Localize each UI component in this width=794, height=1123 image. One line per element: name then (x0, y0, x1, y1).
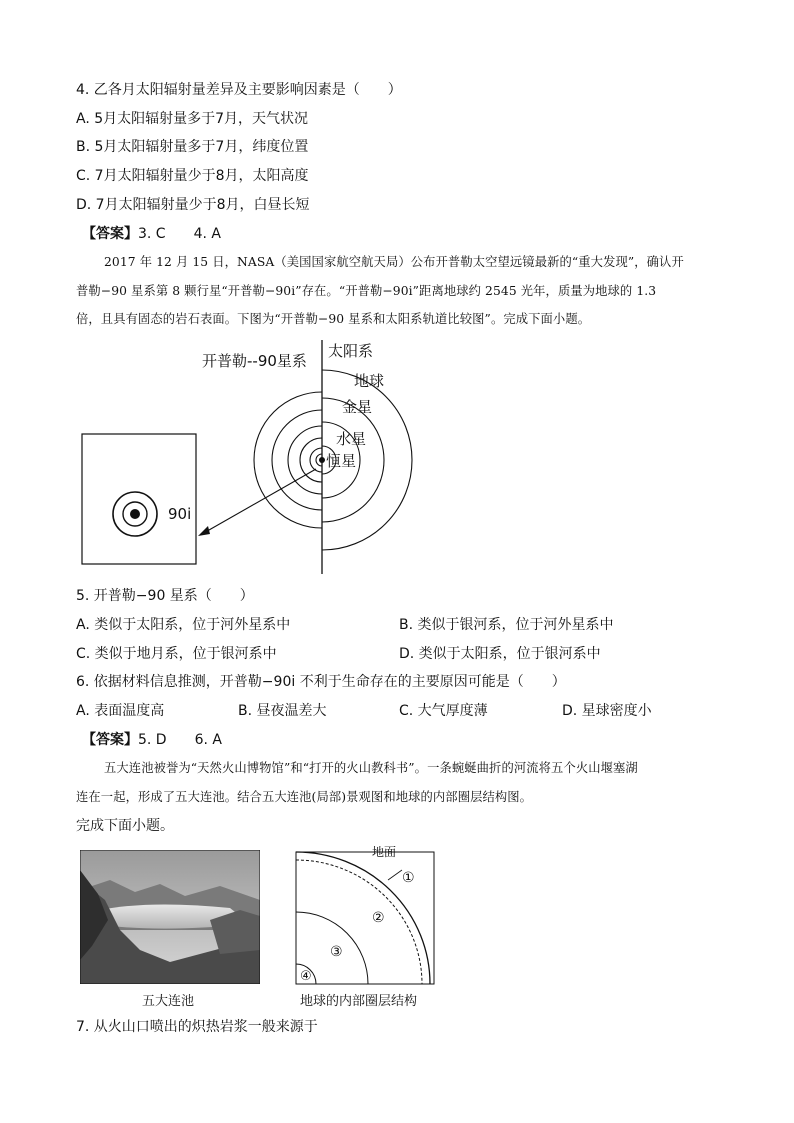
layer-4-label: ④ (300, 969, 312, 984)
answer-block-1 (82, 225, 221, 243)
q5-option-d: D. 类似于太阳系，位于银河系中 (399, 646, 601, 662)
photo-caption: 五大连池 (142, 994, 195, 1009)
material2-line-1: 五大连池被誉为“天然火山博物馆”和“打开的火山教科书”。一条蜿蜒曲折的河流将五个火山堰塞湖 (104, 761, 638, 775)
q5-option-a: A. 类似于太阳系，位于河外星系中 (76, 617, 291, 633)
answer-label: 【答案】 (82, 732, 138, 748)
material1-line-3: 倍，且具有固态的岩石表面。下图为“开普勒−90 星系和太阳系轨道比较图”。完成下面小题。 (76, 312, 591, 326)
answer-text: 5. D 6. A (138, 732, 222, 748)
layer-1-label: ① (402, 870, 415, 886)
q4-stem: 4. 乙各月太阳辐射量差异及主要影响因素是（ ） (76, 82, 402, 98)
material2-line-2: 连在一起，形成了五大连池。结合五大连池(局部)景观图和地球的内部圈层结构图。 (76, 790, 533, 804)
orbit-comparison-figure (78, 336, 418, 576)
q4-option-d: D. 7月太阳辐射量少于8月，白昼长短 (76, 197, 310, 213)
kepler-system-label: 开普勒--90星系 (202, 352, 307, 370)
earth-label: 地球 (354, 372, 385, 390)
star-label: 恒星 (326, 452, 357, 470)
venus-label: 金星 (342, 398, 373, 416)
layer-2-label: ② (372, 910, 385, 926)
answer-block-2 (82, 731, 222, 749)
ground-label: 地面 (372, 846, 397, 859)
material1-line-1: 2017 年 12 月 15 日，NASA（美国国家航空航天局）公布开普勒太空望远镜最新的“重大发现”，确认开 (104, 255, 684, 269)
mercury-label: 水星 (336, 430, 367, 448)
earth-interior-diagram (292, 846, 442, 988)
q7-stem: 7. 从火山口喷出的炽热岩浆一般来源于 (76, 1019, 318, 1035)
q5-stem: 5. 开普勒−90 星系（ ） (76, 588, 254, 604)
planet-90i-label: 90i (168, 505, 192, 523)
layer-3-label: ③ (330, 944, 343, 960)
answer-text: 3. C 4. A (138, 226, 221, 242)
q4-option-c: C. 7月太阳辐射量少于8月，太阳高度 (76, 168, 309, 184)
q5-option-c: C. 类似于地月系，位于银河系中 (76, 646, 277, 662)
q6-option-c: C. 大气厚度薄 (399, 703, 488, 719)
q4-option-a: A. 5月太阳辐射量多于7月，天气状况 (76, 111, 309, 127)
q4-option-b: B. 5月太阳辐射量多于7月，纬度位置 (76, 139, 309, 155)
q6-stem: 6. 依据材料信息推测，开普勒−90i 不利于生命存在的主要原因可能是（ ） (76, 674, 566, 690)
material2-tail: 完成下面小题。 (76, 818, 174, 834)
q6-option-d: D. 星球密度小 (562, 703, 652, 719)
diagram-caption: 地球的内部圈层结构 (300, 994, 418, 1009)
solar-system-label: 太阳系 (328, 342, 374, 360)
wudalianchi-photo (80, 850, 260, 984)
q6-option-a: A. 表面温度高 (76, 703, 165, 719)
q6-option-b: B. 昼夜温差大 (238, 703, 327, 719)
answer-label: 【答案】 (82, 226, 138, 242)
q5-option-b: B. 类似于银河系，位于河外星系中 (399, 617, 614, 633)
material1-line-2: 普勒−90 星系第 8 颗行星“开普勒−90i”存在。“开普勒−90i”距离地球约 2545 光年，质量为地球的 1.3 (76, 284, 657, 298)
